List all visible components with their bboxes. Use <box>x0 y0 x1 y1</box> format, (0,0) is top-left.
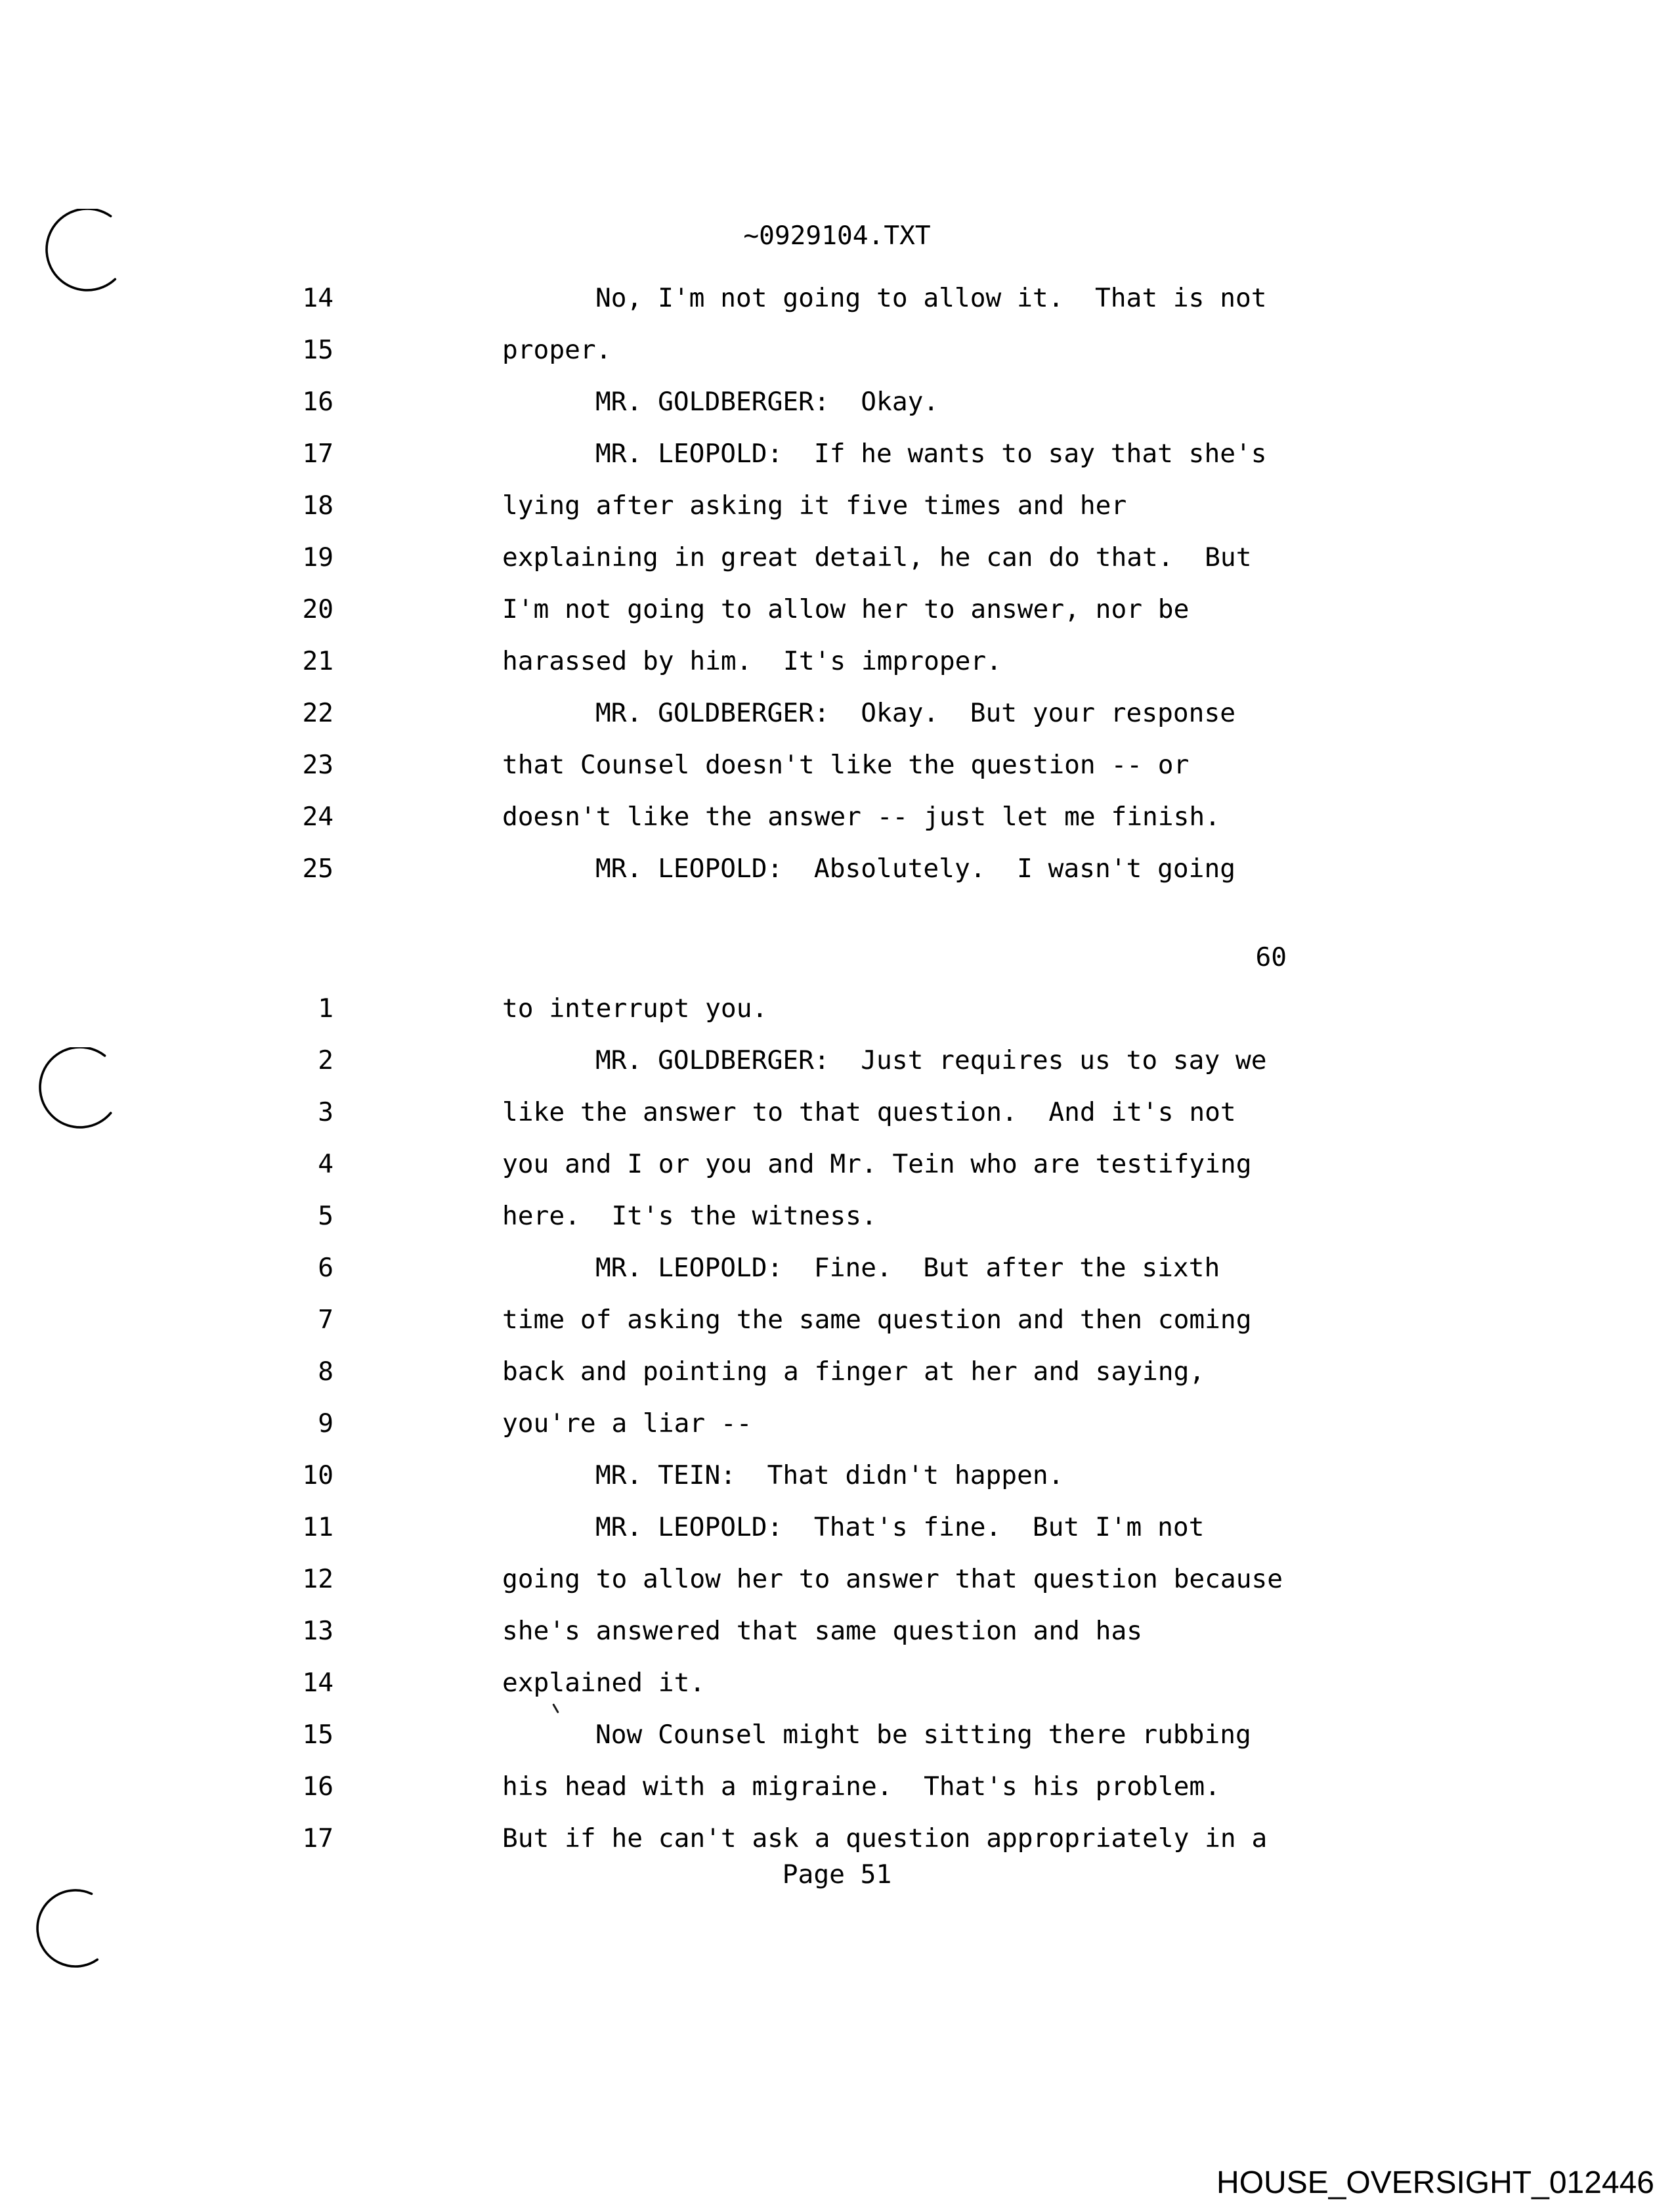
line-text: explaining in great detail, he can do that. But <box>502 542 1252 573</box>
transcript-line <box>249 584 1497 636</box>
line-text: proper. <box>502 335 612 365</box>
line-number: 16 <box>302 387 333 417</box>
bates-number: HOUSE_OVERSIGHT_012446 <box>1216 2165 1654 2200</box>
line-number: 20 <box>302 594 333 624</box>
transcript-line <box>249 376 1497 428</box>
line-text: MR. LEOPOLD: Fine. But after the sixth <box>595 1253 1220 1283</box>
line-number: 25 <box>302 854 333 884</box>
transcript-line <box>249 1087 1497 1139</box>
line-text: MR. LEOPOLD: That's fine. But I'm not <box>595 1512 1205 1542</box>
line-number: 8 <box>318 1356 333 1387</box>
line-number: 17 <box>302 439 333 469</box>
transcript-line <box>249 1709 1497 1761</box>
page-footer-label: Page 51 <box>782 1859 892 1890</box>
line-number: 12 <box>302 1564 333 1594</box>
line-text: MR. LEOPOLD: Absolutely. I wasn't going <box>595 854 1236 884</box>
transcript-line <box>249 636 1497 687</box>
line-text: Now Counsel might be sitting there rubbing <box>595 1720 1251 1750</box>
line-number: 5 <box>318 1201 333 1231</box>
line-text: you're a liar -- <box>502 1408 752 1439</box>
transcript-line <box>249 1502 1497 1553</box>
transcript-line <box>249 687 1497 739</box>
line-text: explained it. <box>502 1668 706 1698</box>
transcript-line <box>249 1657 1497 1709</box>
line-text: But if he can't ask a question appropriately in a <box>502 1823 1268 1854</box>
transcript-line <box>249 791 1497 843</box>
transcript-block-lines-14-25 <box>249 272 1497 895</box>
line-text: that Counsel doesn't like the question -- or <box>502 750 1190 780</box>
line-text: going to allow her to answer that question because <box>502 1564 1283 1594</box>
line-number: 10 <box>302 1460 333 1490</box>
line-number: 3 <box>318 1097 333 1127</box>
transcript-line <box>249 1035 1497 1087</box>
hole-punch-arc-path <box>40 1047 111 1127</box>
line-text: to interrupt you. <box>502 993 768 1024</box>
line-text: MR. GOLDBERGER: Just requires us to say we <box>595 1045 1267 1075</box>
line-number: 21 <box>302 646 333 676</box>
line-text: I'm not going to allow her to answer, nor be <box>502 594 1190 624</box>
line-number: 19 <box>302 542 333 573</box>
transcript-line <box>249 532 1497 584</box>
line-number: 14 <box>302 1668 333 1698</box>
line-text: back and pointing a finger at her and saying, <box>502 1356 1205 1387</box>
line-number: 22 <box>302 698 333 728</box>
transcript-line <box>249 1346 1497 1398</box>
document-filename-header: ~0929104.TXT <box>743 221 931 251</box>
transcript-line <box>249 1242 1497 1294</box>
line-text: she's answered that same question and has <box>502 1616 1143 1646</box>
line-text: No, I'm not going to allow it. That is not <box>595 283 1267 313</box>
transcript-line <box>249 1761 1497 1813</box>
line-text: lying after asking it five times and her <box>502 490 1127 521</box>
line-number: 6 <box>318 1253 333 1283</box>
line-number: 4 <box>318 1149 333 1179</box>
transcript-line <box>249 1605 1497 1657</box>
line-text: MR. GOLDBERGER: Okay. But your response <box>595 698 1236 728</box>
line-number: 15 <box>302 1720 333 1750</box>
transcript-line <box>249 428 1497 480</box>
transcript-line <box>249 1190 1497 1242</box>
line-number: 18 <box>302 490 333 521</box>
line-number: 9 <box>318 1408 333 1439</box>
transcript-line <box>249 1450 1497 1502</box>
line-number: 17 <box>302 1823 333 1854</box>
hole-punch-arc-middle <box>36 1047 167 1139</box>
transcript-page-number: 60 <box>1255 942 1287 972</box>
line-text: MR. TEIN: That didn't happen. <box>595 1460 1064 1490</box>
line-text: like the answer to that question. And it's not <box>502 1097 1236 1127</box>
line-number: 13 <box>302 1616 333 1646</box>
line-text: MR. LEOPOLD: If he wants to say that she's <box>595 439 1267 469</box>
line-number: 2 <box>318 1045 333 1075</box>
line-number: 15 <box>302 335 333 365</box>
line-number: 24 <box>302 802 333 832</box>
line-text: here. It's the witness. <box>502 1201 877 1231</box>
transcript-line <box>249 324 1497 376</box>
hole-punch-arc-path <box>37 1890 97 1966</box>
transcript-line <box>249 739 1497 791</box>
transcript-line <box>249 1294 1497 1346</box>
line-number: 14 <box>302 283 333 313</box>
transcript-line <box>249 272 1497 324</box>
line-number: 16 <box>302 1771 333 1802</box>
transcript-line <box>249 983 1497 1035</box>
transcript-line <box>249 1398 1497 1450</box>
transcript-line <box>249 843 1497 895</box>
line-text: his head with a migraine. That's his problem. <box>502 1771 1220 1802</box>
transcript-line <box>249 1553 1497 1605</box>
line-number: 11 <box>302 1512 333 1542</box>
line-number: 7 <box>318 1305 333 1335</box>
line-text: harassed by him. It's improper. <box>502 646 1002 676</box>
transcript-block-lines-1-17 <box>249 983 1497 1865</box>
line-text: time of asking the same question and then coming <box>502 1305 1252 1335</box>
line-text: MR. GOLDBERGER: Okay. <box>595 387 939 417</box>
line-text: doesn't like the answer -- just let me finish. <box>502 802 1220 832</box>
transcript-line <box>249 480 1497 532</box>
hole-punch-arc-bottom <box>33 1888 164 1980</box>
line-number: 1 <box>318 993 333 1024</box>
transcript-line <box>249 1139 1497 1190</box>
line-number: 23 <box>302 750 333 780</box>
line-text: you and I or you and Mr. Tein who are testifying <box>502 1149 1252 1179</box>
